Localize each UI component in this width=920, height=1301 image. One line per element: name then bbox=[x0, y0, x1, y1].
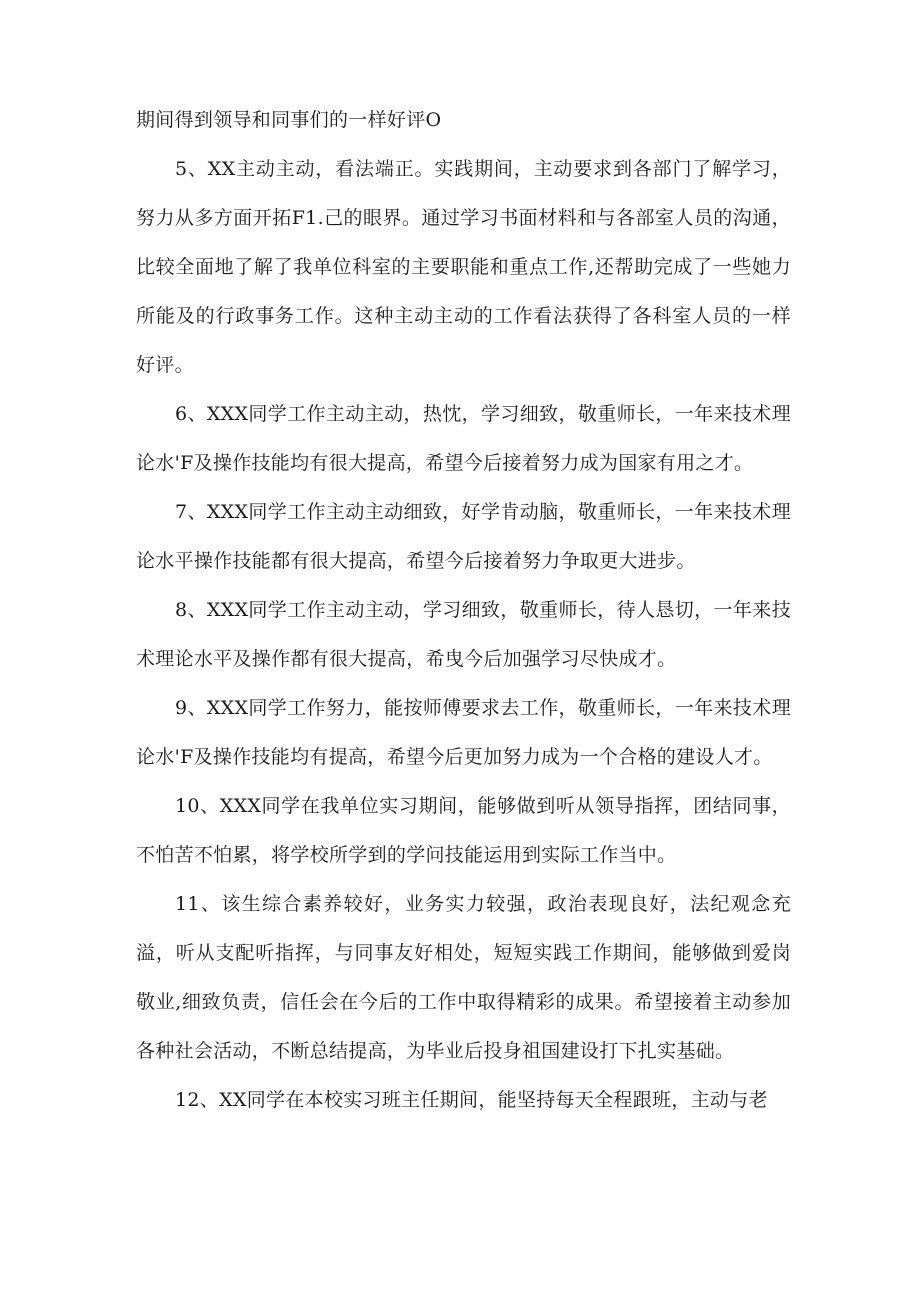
paragraph-item-8: 8、XXX同学工作主动主动，学习细致，敬重师长，待人恳切，一年来技术理论水平及操作都有很大提高，希曳今后加强学习尽快成才。 bbox=[136, 599, 791, 670]
paragraph-item-12: 12、XX同学在本校实习班主任期间，能坚持每天全程跟班，主动与老 bbox=[175, 1089, 768, 1111]
paragraph-item-10: 10、XXX同学在我单位实习期间，能够做到听从领导指挥，团结同事，不怕苦不怕累，将学校所学到的学问技能运用到实际工作当中。 bbox=[136, 795, 791, 866]
paragraph-item-6: 6、XXX同学工作主动主动，热忱，学习细致，敬重师长，一年来技术理论水'F及操作技能均有很大提高，希望今后接着努力成为国家有用之才。 bbox=[136, 403, 791, 474]
paragraph-item-5: 5、XX主动主动，看法端正。实践期间，主动要求到各部门了解学习，努力从多方面开拓F1.己的眼界。通过学习书面材料和与各部室人员的沟通，比较全面地了解了我单位科室的主要职能和重点工作,还帮助完成了一些她力所能及的行政事务工作。这种主动主动的工作看法获得了各科室人员的一样好评。 bbox=[136, 158, 791, 376]
paragraph-continuation: 期间得到领导和同事们的一样好评O bbox=[136, 109, 442, 131]
paragraph-item-9: 9、XXX同学工作努力，能按师傅要求去工作，敬重师长，一年来技术理论水'F及操作技能均有提高，希望今后更加努力成为一个合格的建设人才。 bbox=[136, 697, 791, 768]
paragraph-item-11: 11、该生综合素养较好，业务实力较强，政治表现良好，法纪观念充溢，听从支配听指挥，与同事友好相处，短短实践工作期间，能够做到爱岗敬业,细致负责，信任会在今后的工作中取得精彩的成果。希望接着主动参加各种社会活动，不断总结提高，为毕业后投身祖国建设打下扎实基础。 bbox=[136, 893, 791, 1062]
paragraph-item-7: 7、XXX同学工作主动主动细致，好学肯动脑，敬重师长，一年来技术理论水平操作技能都有很大提高，希望今后接着努力争取更大进步。 bbox=[136, 501, 791, 572]
document-body bbox=[136, 96, 791, 1125]
